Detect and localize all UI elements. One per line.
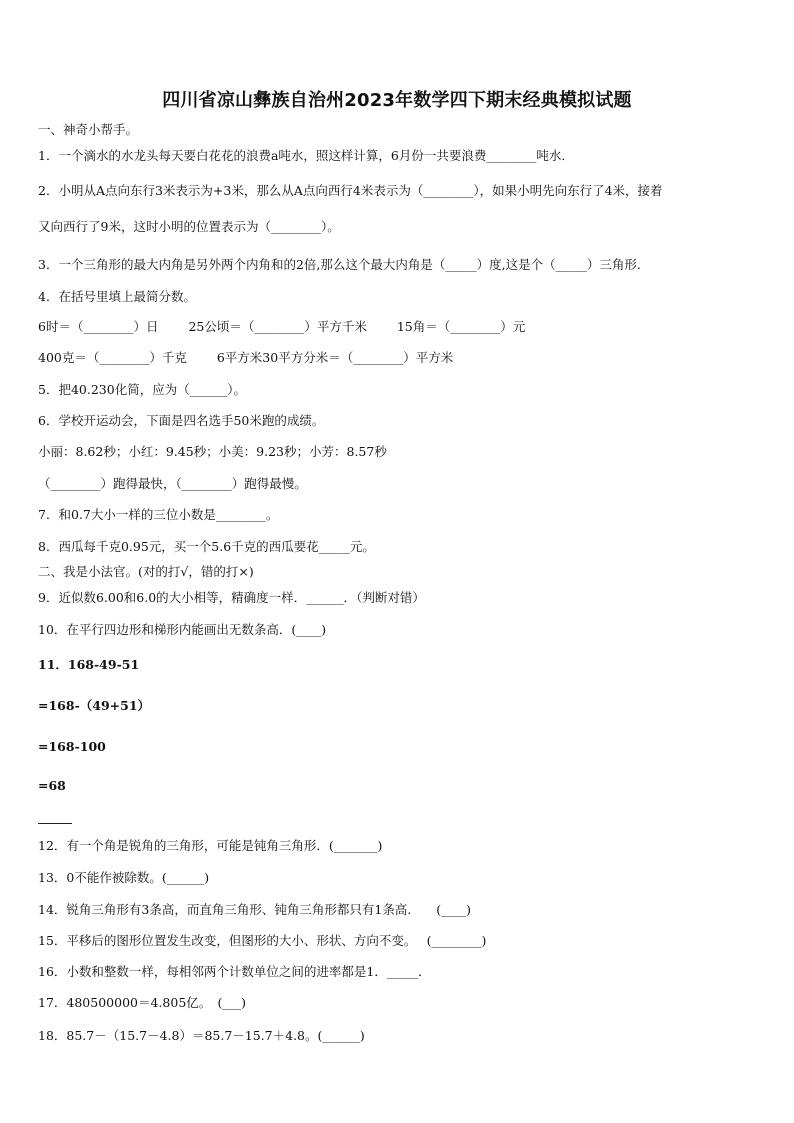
question-11-line: =168-（49+51） — [38, 698, 151, 713]
question-14: 14．锐角三角形有3条高，而直角三角形、钝角三角形都只有1条高. (____) — [38, 902, 472, 917]
question-6-blank: （________）跑得最快，（________）跑得最慢。 — [38, 476, 307, 491]
question-7: 7．和0.7大小一样的三位小数是________。 — [38, 507, 279, 522]
section-heading-1: 一、神奇小帮手。 — [38, 122, 139, 137]
section-heading-2: 二、我是小法官。(对的打√，错的打×) — [38, 564, 254, 579]
conversion-item: 400克＝（________）千克 — [38, 350, 187, 365]
question-2-line-1: 2．小明从A点向东行3米表示为+3米，那么从A点向西行4米表示为（________），如果小明先向东行了4米，接着 — [38, 183, 663, 198]
question-13: 13．0不能作被除数。(______) — [38, 870, 210, 885]
question-8: 8．西瓜每千克0.95元，买一个5.6千克的西瓜要花_____元。 — [38, 539, 375, 554]
question-18: 18．85.7－（15.7－4.8）＝85.7－15.7＋4.8。(______) — [38, 1028, 365, 1043]
question-11-line: =168-100 — [38, 739, 106, 754]
question-3: 3．一个三角形的最大内角是另外两个内角和的2倍,那么这个最大内角是（_____）度,这是个（_____）三角形. — [38, 257, 641, 272]
question-5: 5．把40.230化简，应为（______）。 — [38, 382, 246, 397]
question-17: 17．480500000＝4.805亿。 (___) — [38, 995, 247, 1010]
question-2-line-2: 又向西行了9米，这时小明的位置表示为（________）。 — [38, 219, 340, 234]
question-10: 10．在平行四边形和梯形内能画出无数条高．(____) — [38, 622, 327, 637]
conversion-item: 6时＝（________）日 — [38, 319, 159, 334]
question-12: 12．有一个角是锐角的三角形，可能是钝角三角形．(_______) — [38, 838, 383, 853]
question-4: 4．在括号里填上最简分数。 — [38, 289, 196, 304]
question-1: 1．一个滴水的水龙头每天要白花花的浪费a吨水，照这样计算，6月份一共要浪费________吨水． — [38, 148, 574, 163]
question-6: 6．学校开运动会，下面是四名选手50米跑的成绩。 — [38, 413, 325, 428]
question-16: 16．小数和整数一样，每相邻两个计数单位之间的进率都是1．_____． — [38, 964, 431, 979]
question-15: 15．平移后的图形位置发生改变，但图形的大小、形状、方向不变。 (________) — [38, 933, 487, 948]
conversion-item: 25公顷＝（________）平方千米 — [188, 319, 367, 334]
question-9: 9．近似数6.00和6.0的大小相等，精确度一样．______．（判断对错） — [38, 590, 425, 605]
question-4-row-1 — [38, 319, 525, 335]
question-11-line: =68 — [38, 778, 66, 793]
exam-title: 四川省凉山彝族自治州2023年数学四下期末经典模拟试题 — [162, 90, 632, 111]
answer-blank-line — [38, 823, 72, 824]
question-6-scores: 小丽：8.62秒；小红：9.45秒；小美：9.23秒；小芳：8.57秒 — [38, 444, 387, 459]
question-11-line: 11．168-49-51 — [38, 657, 140, 672]
conversion-item: 6平方米30平方分米＝（________）平方米 — [216, 350, 454, 365]
question-4-row-2 — [38, 350, 453, 366]
conversion-item: 15角＝（________）元 — [396, 319, 526, 334]
